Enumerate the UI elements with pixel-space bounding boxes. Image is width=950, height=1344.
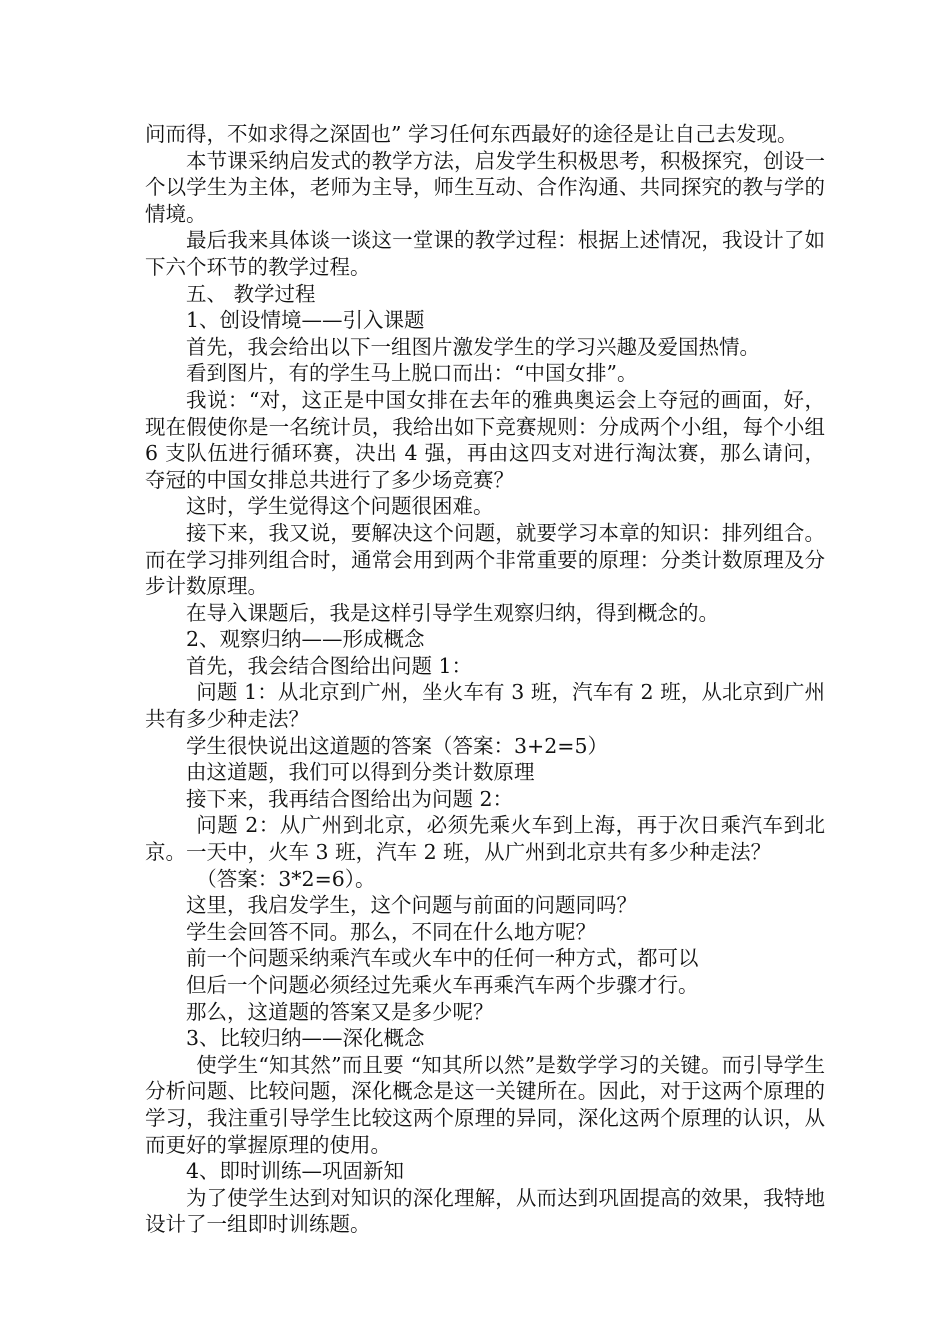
paragraph: 使学生“知其然”而且要 “知其所以然”是数学学习的关键。而引导学生分析问题、比较问题，深化概念是这一关键所在。因此，对于这两个原理的学习，我注重引导学生比较这两个原理的异同，深化这两个原理的认识，从而更好的掌握原理的使用。	[145, 1052, 825, 1157]
document-body	[145, 121, 825, 1238]
section-heading: 4、即时训练—巩固新知	[186, 1159, 405, 1184]
paragraph: 但后一个问题必须经过先乘火车再乘汽车两个步骤才行。	[186, 973, 699, 997]
section-heading: 2、观察归纳——形成概念	[186, 627, 425, 652]
paragraph: 这时，学生觉得这个问题很困难。	[186, 494, 494, 519]
paragraph: 看到图片，有的学生马上脱口而出：“中国女排”。	[186, 361, 638, 386]
problem-paragraph: 问题 1：从北京到广州，坐火车有 3 班，汽车有 2 班，从北京到广州共有多少种走法？	[145, 680, 825, 732]
problem-paragraph: 问题 2：从广州到北京，必须先乘火车到上海，再于次日乘汽车到北京。一天中，火车 3 班，汽车 2 班，从广州到北京共有多少种走法？	[145, 813, 825, 865]
section-heading: 1、创设情境——引入课题	[186, 308, 425, 333]
paragraph: 我说：“对，这正是中国女排在去年的雅典奥运会上夺冠的画面，好，现在假使你是一名统计员，我给出如下竞赛规则：分成两个小组，每个小组 6 支队伍进行循环赛，决出 4 强，再由这四支对进行淘汰赛，那么请问，夺冠的中国女排总共进行了多少场竞赛？	[145, 387, 825, 492]
paragraph: 这里，我启发学生，这个问题与前面的问题同吗？	[186, 893, 637, 918]
paragraph: 由这道题，我们可以得到分类计数原理	[186, 760, 535, 785]
paragraph: 首先，我会给出以下一组图片激发学生的学习兴趣及爱国热情。	[186, 334, 760, 359]
paragraph: 学生会回答不同。那么，不同在什么地方呢？	[186, 919, 596, 944]
paragraph: 本节课采纳启发式的教学方法，启发学生积极思考，积极探究，创设一个以学生为主体，老师为主导，师生互动、合作沟通、共同探究的教与学的情境。	[145, 148, 825, 226]
answer-paragraph: （答案：3*2=6）。	[196, 866, 376, 891]
paragraph: 问而得，不如求得之深固也” 学习任何东西最好的途径是让自己去发现。	[145, 122, 798, 146]
paragraph: 学生很快说出这道题的答案（答案：3+2=5）	[186, 733, 608, 758]
section-heading: 五、 教学过程	[186, 281, 316, 306]
paragraph: 那么，这道题的答案又是多少呢？	[186, 999, 494, 1024]
paragraph: 接下来，我再结合图给出为问题 2：	[186, 786, 514, 811]
paragraph: 前一个问题采纳乘汽车或火车中的任何一种方式，都可以	[186, 946, 699, 971]
paragraph: 最后我来具体谈一谈这一堂课的教学过程：根据上述情况，我设计了如下六个环节的教学过程。	[145, 228, 825, 279]
section-heading: 3、比较归纳——深化概念	[186, 1026, 425, 1051]
paragraph: 在导入课题后，我是这样引导学生观察归纳，得到概念的。	[186, 600, 719, 625]
paragraph: 为了使学生达到对知识的深化理解，从而达到巩固提高的效果，我特地设计了一组即时训练题。	[145, 1185, 825, 1237]
paragraph: 接下来，我又说，要解决这个问题，就要学习本章的知识：排列组合。而在学习排列组合时，通常会用到两个非常重要的原理：分类计数原理及分步计数原理。	[145, 520, 825, 599]
paragraph: 首先，我会结合图给出问题 1：	[186, 653, 473, 678]
